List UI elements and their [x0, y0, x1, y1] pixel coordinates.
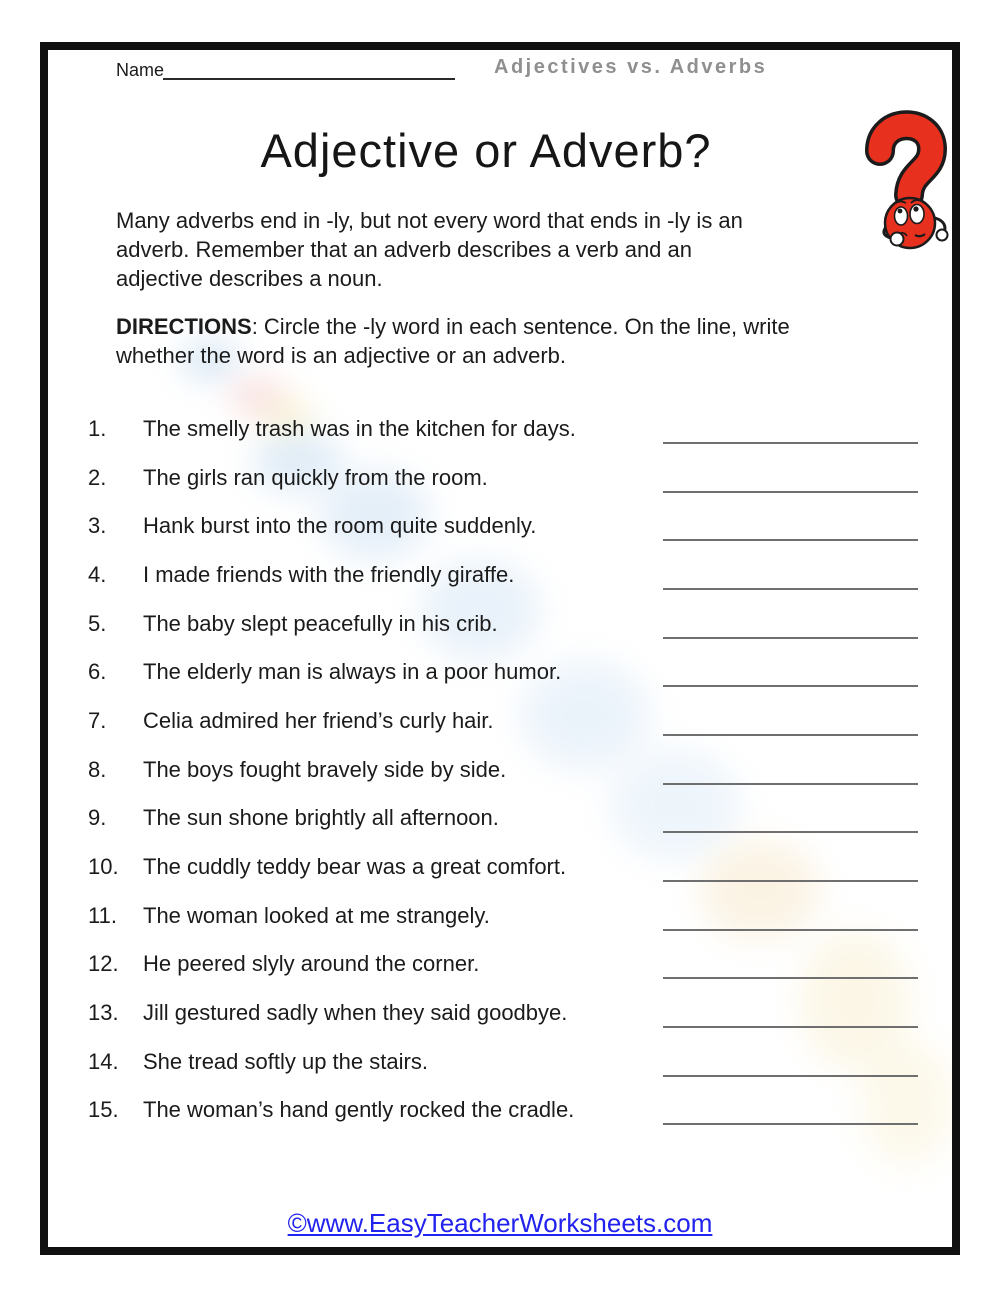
question-row	[48, 465, 952, 514]
question-number: 15.	[88, 1097, 119, 1122]
question-text: The woman’s hand gently rocked the cradle.	[143, 1097, 575, 1122]
answer-blank[interactable]	[663, 442, 918, 444]
question-row	[48, 513, 952, 562]
question-number: 13.	[88, 1000, 119, 1025]
answer-blank[interactable]	[663, 734, 918, 736]
answer-blank[interactable]	[663, 685, 918, 687]
question-row	[48, 416, 952, 465]
question-text: The cuddly teddy bear was a great comfort.	[143, 854, 567, 879]
answer-blank[interactable]	[663, 588, 918, 590]
directions-line: DIRECTIONS: Circle the -ly word in each sentence. On the line, write	[116, 314, 790, 339]
footer	[48, 1208, 952, 1239]
question-number: 5.	[88, 611, 107, 636]
answer-blank[interactable]	[663, 783, 918, 785]
question-text: The sun shone brightly all afternoon.	[143, 805, 499, 830]
answer-blank[interactable]	[663, 637, 918, 639]
question-text: The boys fought bravely side by side.	[143, 757, 507, 782]
question-number: 10.	[88, 854, 119, 879]
question-number: 4.	[88, 562, 107, 587]
answer-blank[interactable]	[663, 491, 918, 493]
question-number: 14.	[88, 1049, 119, 1074]
answer-blank[interactable]	[663, 1123, 918, 1125]
question-row	[48, 805, 952, 854]
page-border-frame	[40, 42, 960, 1255]
intro-line: Many adverbs end in -ly, but not every word that ends in -ly is an	[116, 208, 743, 233]
answer-blank[interactable]	[663, 539, 918, 541]
question-row	[48, 1000, 952, 1049]
question-row	[48, 708, 952, 757]
question-row	[48, 562, 952, 611]
question-row	[48, 951, 952, 1000]
question-row	[48, 854, 952, 903]
intro-line: adverb. Remember that an adverb describes a verb and an	[116, 237, 692, 262]
worksheet-topic: Adjectives vs. Adverbs	[494, 56, 768, 78]
intro-line: adjective describes a noun.	[116, 266, 383, 291]
question-text: He peered slyly around the corner.	[143, 951, 480, 976]
answer-blank[interactable]	[663, 831, 918, 833]
answer-blank[interactable]	[663, 1075, 918, 1077]
question-number: 6.	[88, 659, 107, 684]
question-number: 7.	[88, 708, 107, 733]
directions-label: DIRECTIONS	[116, 314, 252, 339]
question-row	[48, 1097, 952, 1146]
answer-blank[interactable]	[663, 977, 918, 979]
question-row	[48, 659, 952, 708]
question-number: 11.	[88, 903, 117, 928]
question-row	[48, 611, 952, 660]
question-text: Celia admired her friend’s curly hair.	[143, 708, 494, 733]
question-row	[48, 1049, 952, 1098]
question-number: 3.	[88, 513, 107, 538]
answer-blank[interactable]	[663, 929, 918, 931]
question-list	[48, 50, 952, 1247]
question-text: The smelly trash was in the kitchen for days.	[143, 416, 576, 441]
question-number: 9.	[88, 805, 107, 830]
question-text: The woman looked at me strangely.	[143, 903, 490, 928]
answer-blank[interactable]	[663, 880, 918, 882]
question-number: 1.	[88, 416, 107, 441]
question-text: Jill gestured sadly when they said goodbye.	[143, 1000, 568, 1025]
footer-link[interactable]: ©www.EasyTeacherWorksheets.com	[287, 1208, 713, 1238]
question-text: She tread softly up the stairs.	[143, 1049, 428, 1074]
question-row	[48, 757, 952, 806]
question-number: 8.	[88, 757, 107, 782]
question-text: The girls ran quickly from the room.	[143, 465, 488, 490]
directions-line: whether the word is an adjective or an adverb.	[116, 343, 567, 368]
question-number: 12.	[88, 951, 119, 976]
name-label: Name	[116, 60, 165, 80]
question-number: 2.	[88, 465, 107, 490]
question-text: The elderly man is always in a poor humor.	[143, 659, 562, 684]
question-text: I made friends with the friendly giraffe.	[143, 562, 515, 587]
question-text: The baby slept peacefully in his crib.	[143, 611, 498, 636]
answer-blank[interactable]	[663, 1026, 918, 1028]
question-text: Hank burst into the room quite suddenly.	[143, 513, 537, 538]
question-row	[48, 903, 952, 952]
page-title: Adjective or Adverb?	[260, 124, 712, 177]
